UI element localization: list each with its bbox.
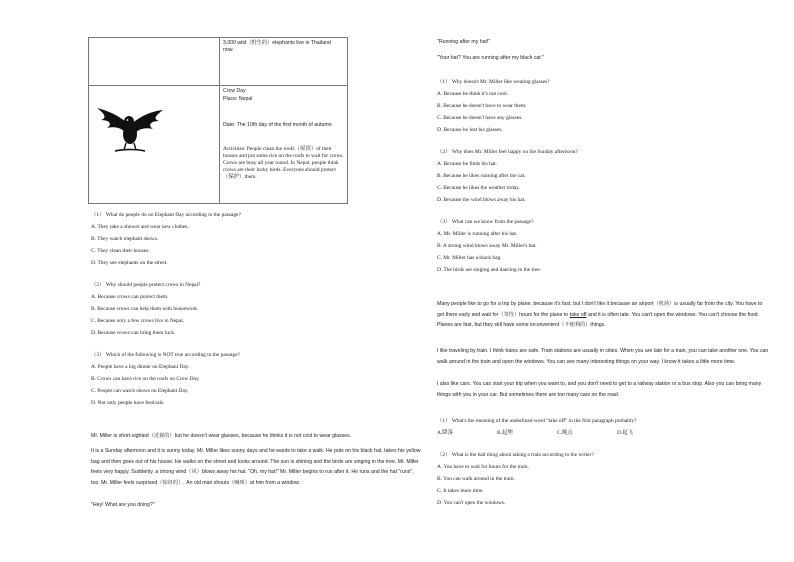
option: C. People can watch shows on Elephant Day. [91, 388, 189, 394]
option: B. A strong wind blows away Mr. Miller's hat. [437, 243, 537, 249]
passage-c-paragraph-1 [437, 299, 769, 331]
option: C.晚点 [557, 430, 573, 436]
question-3: （3） What can we know from the passage? [437, 219, 534, 225]
option: D. Not only people have festivals. [91, 400, 165, 406]
option: C. They clean their houses. [91, 248, 150, 254]
passage-c-paragraph-2: I like traveling by train. I think trains are safe. Train stations are usually in cities. When you are late for a train, you can take another one. You can walk around in the train and open the windows. You can see many interesting things on your way. I know it takes a little more time. [437, 348, 769, 365]
question-2: （2） Why does Mr. Miller feel happy on the Sunday afternoon? [437, 149, 578, 155]
option: A. People have a big dinner on Elephant Day. [91, 364, 190, 370]
table-elephant-cell: 3,000 wild（野生的）elephants live in Thailand now. [223, 40, 331, 53]
option: B. Because he doesn't have to wear them. [437, 103, 527, 109]
option: B. Because he likes running after the cat. [437, 173, 526, 179]
option: C. Because only a few crows live in Nepal. [91, 318, 185, 324]
passage-b-paragraph-2: It is a Sunday afternoon and it is sunny today. Mr. Miller likes sunny days and he wants to take a walk. He puts on his black hat, takes his yellow bag and then goes out of his house. He walks on the street and looks around. The sun is shining and the birds are singing in the tree. Mr. Miller feels very happy. Suddenly, a strong wind（风）blows away his hat. "Oh, my hat!" Mr. Miller begins to run after it. He runs and the hat "runs", too. Mr. Miller feels surprised（惊讶的）. An old man shouts（喊叫）at him from a window. [91, 448, 421, 486]
option: C. It takes more time. [437, 488, 484, 494]
option: D. They see elephants on the street. [91, 260, 168, 266]
option: A. Because crows can protect them. [91, 294, 169, 300]
passage-b-paragraph-1: Mr. Miller is short-sighted（近视的）but he doesn't wear glasses, because he thinks it is not cool to wear glasses. [91, 433, 352, 439]
question-1: （1） What's the meaning of the underlined word "take off" in the first paragraph probably? [437, 418, 637, 424]
crow-day-place: Place: Nepal [223, 96, 253, 102]
option: A.降落 [437, 430, 454, 436]
passage-b-paragraph-4: "Running after my hat!" [437, 39, 491, 45]
option: B. You can walk around in the train. [437, 476, 515, 482]
option: A. You have to wait for hours for the train. [437, 464, 529, 470]
question-1: （1） Why doesn't Mr. Miller like wearing glasses? [437, 79, 550, 85]
underlined-word: take off [569, 311, 587, 318]
table-column-divider [219, 37, 220, 203]
question-2: （2） What is the bad thing about taking a train according to the writer? [437, 452, 594, 458]
option: B. Crows can have rice on the roofs on Crow Day. [91, 376, 200, 382]
passage-c-text: and it is often late. You can't open the windows. You can't choose the food. Planes are fast, but they still have some inconvenient（不便利的）things. [437, 311, 759, 328]
option: B. They watch elephant shows. [91, 236, 159, 242]
question-3: （3） Which of the following is NOT true according to the passage? [91, 352, 240, 358]
option: C. Because he doesn't have any glasses. [437, 115, 523, 121]
crow-illustration [91, 104, 167, 156]
option: D. You can't open the windows. [437, 500, 506, 506]
option: D. Because the wind blows away his hat. [437, 197, 526, 203]
option: D. Because crows can bring them luck. [91, 330, 176, 336]
crow-day-title: Crow Day [223, 88, 246, 94]
option: C. Mr. Miller has a black bag. [437, 255, 502, 261]
question-2: （2） Why should people protect crows in Nepal? [91, 282, 201, 288]
question-1: （1） What do people do on Elephant Day according to the passage? [91, 212, 241, 218]
option: B.起埋 [497, 430, 513, 436]
crow-day-date: Date: The 10th day of the first month of autumn [223, 122, 332, 128]
option: B. Because crows can help them with housework. [91, 306, 199, 312]
passage-b-paragraph-5: "Your hat? You are running after my black cat." [437, 55, 545, 61]
passage-c-text: Many people like to go for a trip by plane, because it's fast, but I don't like it because an airport（机场）is usually far from the city. You have to get there early and wait for（等待）hours for the plane to [437, 301, 763, 318]
table-row-divider [88, 85, 347, 86]
option: D. Because he lost his glasses. [437, 127, 503, 133]
passage-b-paragraph-3: "Hey! What are you doing?" [91, 502, 155, 508]
option: A. They take a shower and wear new clothes. [91, 224, 189, 230]
option: D. The birds are singing and dancing in the tree. [437, 267, 541, 273]
option: A. Mr. Miller is running after his hat. [437, 231, 518, 237]
option: A. Because he finds his hat. [437, 161, 498, 167]
option: D.起飞 [617, 430, 634, 436]
crow-day-activities: Activities: People clean the roofs（屋顶）of their houses and put some rice on the roofs to wait for crows. Crows are busy all year round. In Nepal, people think crows are their lucky birds. Everyone should protect（保护）them. [223, 146, 344, 180]
passage-c-paragraph-3: I also like cars. You can start your trip when you want to, and you don't need to get to a railway station or a bus stop. Also you can bring many things with you in your car. But sometimes there are too many cars on the road. [437, 381, 762, 398]
option: A. Because he think it's not cool. [437, 91, 509, 97]
option: C. Because he likes the weather today. [437, 185, 520, 191]
